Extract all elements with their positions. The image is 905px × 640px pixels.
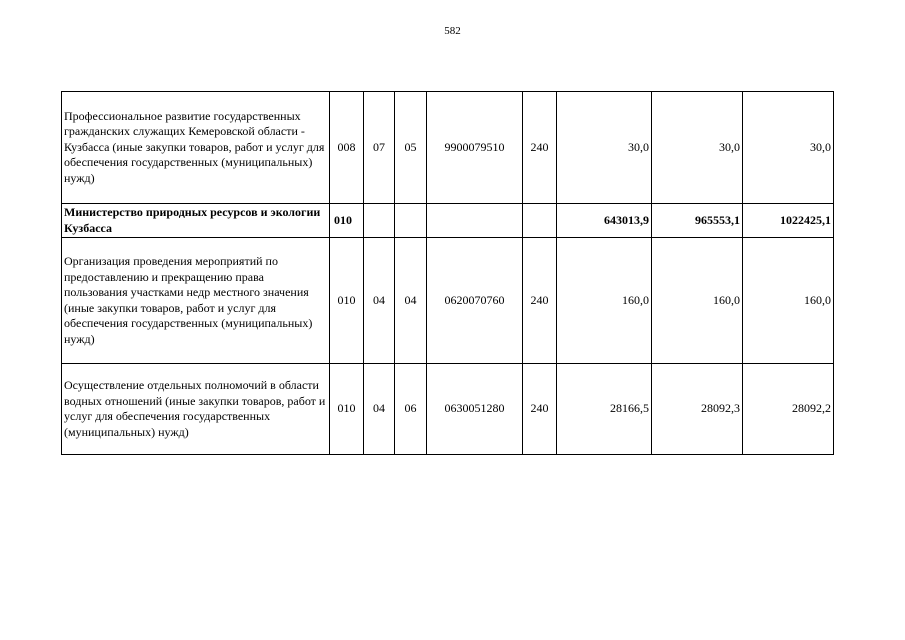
page-number: 582 — [444, 25, 461, 37]
row-description: Организация проведения мероприятий по предоставлению и прекращению права пользования участками недр местного значения (иные закупки товаров, работ и услуг для обеспечения государственных (муниципальных) нужд) — [62, 238, 330, 364]
amount-year-2: 30,0 — [652, 92, 743, 204]
amount-year-3: 30,0 — [743, 92, 834, 204]
ministry-code: 008 — [330, 92, 364, 204]
table-row — [62, 238, 834, 364]
expense-type-code — [523, 204, 557, 238]
row-description: Профессиональное развитие государственных гражданских служащих Кемеровской области - Кузбасса (иные закупки товаров, работ и услуг для обеспечения государственных (муниципальных) нужд) — [62, 92, 330, 204]
amount-year-2: 160,0 — [652, 238, 743, 364]
target-code: 0630051280 — [427, 364, 523, 455]
subsection-code — [395, 204, 427, 238]
section-code: 04 — [364, 364, 395, 455]
target-code: 0620070760 — [427, 238, 523, 364]
expense-type-code: 240 — [523, 92, 557, 204]
table-row — [62, 92, 834, 204]
row-description: Министерство природных ресурсов и экологии Кузбасса — [62, 204, 330, 238]
target-code: 9900079510 — [427, 92, 523, 204]
expense-type-code: 240 — [523, 238, 557, 364]
row-description: Осуществление отдельных полномочий в области водных отношений (иные закупки товаров, работ и услуг для обеспечения государственных (муниципальных) нужд) — [62, 364, 330, 455]
expense-type-code: 240 — [523, 364, 557, 455]
amount-year-3: 160,0 — [743, 238, 834, 364]
section-code: 07 — [364, 92, 395, 204]
ministry-code: 010 — [330, 204, 364, 238]
amount-year-1: 643013,9 — [557, 204, 652, 238]
amount-year-3: 28092,2 — [743, 364, 834, 455]
budget-table — [61, 91, 834, 455]
ministry-code: 010 — [330, 238, 364, 364]
section-code: 04 — [364, 238, 395, 364]
amount-year-1: 30,0 — [557, 92, 652, 204]
subsection-code: 04 — [395, 238, 427, 364]
target-code — [427, 204, 523, 238]
amount-year-2: 28092,3 — [652, 364, 743, 455]
amount-year-3: 1022425,1 — [743, 204, 834, 238]
ministry-code: 010 — [330, 364, 364, 455]
amount-year-1: 160,0 — [557, 238, 652, 364]
amount-year-1: 28166,5 — [557, 364, 652, 455]
subsection-code: 06 — [395, 364, 427, 455]
table-row — [62, 204, 834, 238]
subsection-code: 05 — [395, 92, 427, 204]
table-row — [62, 364, 834, 455]
section-code — [364, 204, 395, 238]
amount-year-2: 965553,1 — [652, 204, 743, 238]
